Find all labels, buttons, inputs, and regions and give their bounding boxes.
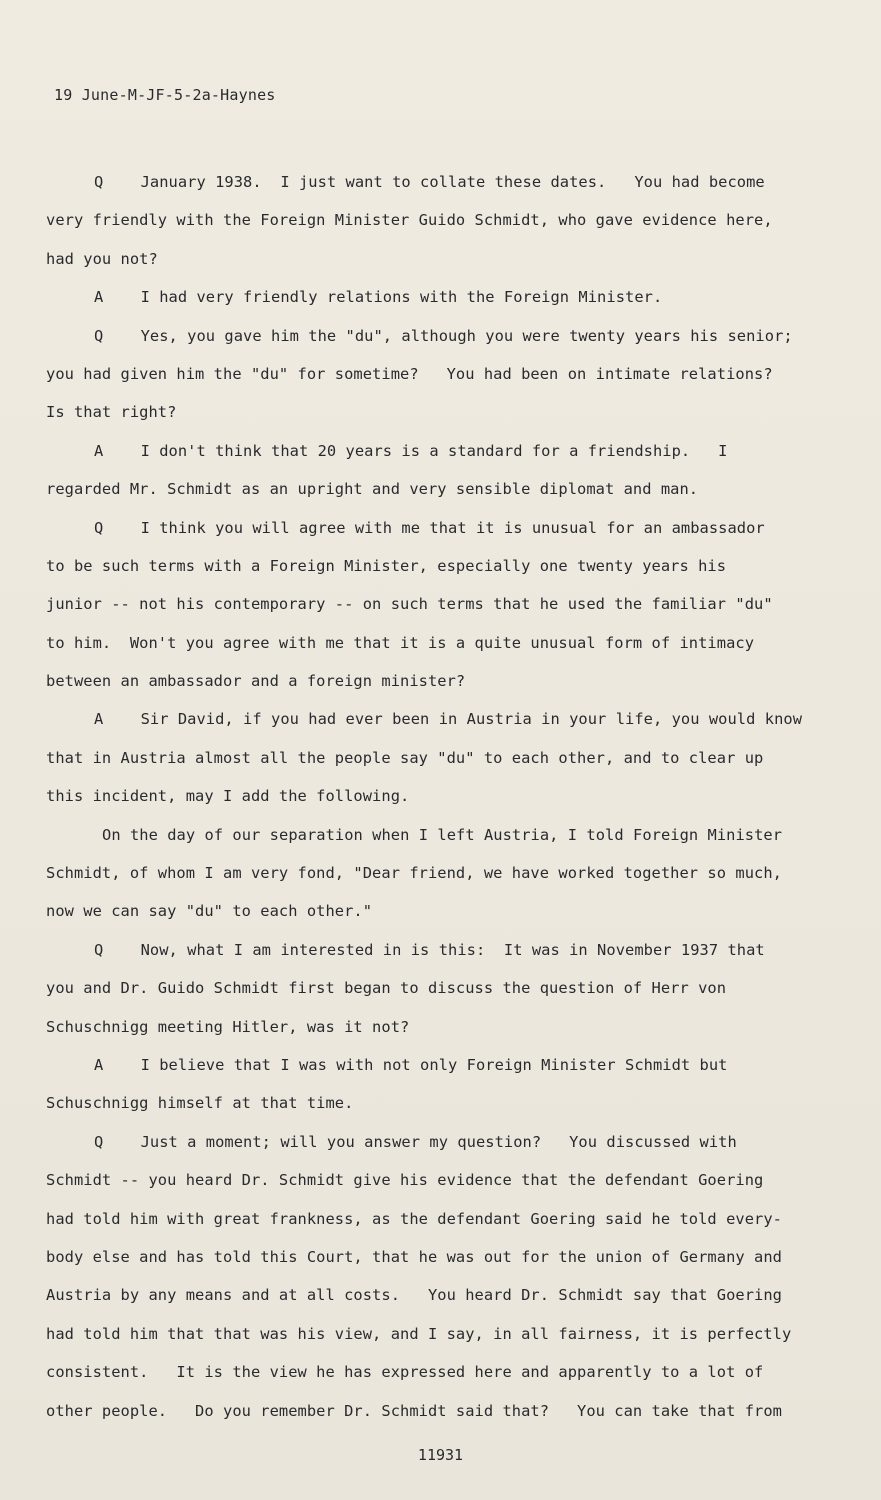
text-line: Q Now, what I am interested in is this: It was in November 1937 that: [94, 940, 765, 959]
paragraph-a4: [46, 1046, 836, 1123]
text-line: body else and has told this Court, that he was out for the union of Germany and: [46, 1247, 782, 1266]
text-line: Q January 1938. I just want to collate these dates. You had become: [94, 173, 765, 191]
text-line: this incident, may I add the following.: [46, 787, 410, 806]
text-line: very friendly with the Foreign Minister Guido Schmidt, who gave evidence here,: [46, 211, 773, 230]
paragraph-q1: [46, 163, 836, 278]
text-line: regarded Mr. Schmidt as an upright and very sensible diplomat and man.: [46, 480, 699, 499]
text-line: you and Dr. Guido Schmidt first began to discuss the question of Herr von: [46, 979, 727, 998]
paragraph-a2: [46, 432, 836, 509]
text-line: had you not?: [46, 249, 158, 268]
paragraph-a3-continued: [46, 816, 836, 931]
paragraph-q4: [46, 931, 836, 1046]
text-line: Schmidt, of whom I am very fond, "Dear friend, we have worked together so much,: [46, 864, 782, 883]
text-line: Austria by any means and at all costs. You heard Dr. Schmidt say that Goering: [46, 1286, 782, 1305]
text-line: had told him with great frankness, as the defendant Goering said he told every-: [46, 1209, 782, 1228]
paragraph-a1: [46, 278, 836, 316]
text-line: consistent. It is the view he has expressed here and apparently to a lot of: [46, 1363, 764, 1382]
text-line: you had given him the "du" for sometime? You had been on intimate relations?: [46, 364, 773, 383]
text-line: to be such terms with a Foreign Minister, especially one twenty years his: [46, 556, 727, 575]
document-header: 19 June-M-JF-5-2a-Haynes: [54, 86, 276, 104]
text-line: to him. Won't you agree with me that it is a quite unusual form of intimacy: [46, 633, 755, 652]
text-line: Q Yes, you gave him the "du", although you were twenty years his senior;: [94, 326, 793, 345]
text-line: A I had very friendly relations with the Foreign Minister.: [94, 288, 663, 307]
text-line: junior -- not his contemporary -- on such terms that he used the familiar "du": [46, 595, 773, 614]
paragraph-q2: [46, 317, 836, 432]
text-line: Schmidt -- you heard Dr. Schmidt give his evidence that the defendant Goering: [46, 1171, 764, 1190]
text-line: between an ambassador and a foreign minister?: [46, 672, 466, 691]
text-line: Schuschnigg himself at that time.: [46, 1094, 354, 1113]
text-line: that in Austria almost all the people say "du" to each other, and to clear up: [46, 748, 764, 767]
text-line: A I believe that I was with not only Foreign Minister Schmidt but: [94, 1055, 728, 1074]
paragraph-q5: [46, 1123, 836, 1430]
transcript-body: [46, 163, 836, 1430]
text-line: other people. Do you remember Dr. Schmidt said that? You can take that from: [46, 1401, 782, 1420]
text-line: Schuschnigg meeting Hitler, was it not?: [46, 1017, 410, 1036]
text-line: On the day of our separation when I left Austria, I told Foreign Minister: [102, 825, 783, 844]
text-line: Q I think you will agree with me that it is unusual for an ambassador: [94, 518, 765, 537]
page-number: 11931: [417, 1446, 464, 1464]
text-line: A Sir David, if you had ever been in Austria in your life, you would know: [94, 710, 803, 729]
paragraph-q3: [46, 509, 836, 701]
text-line: now we can say "du" to each other.": [46, 902, 373, 921]
text-line: Is that right?: [46, 403, 177, 422]
text-line: Q Just a moment; will you answer my question? You discussed with: [94, 1132, 737, 1151]
text-line: had told him that that was his view, and I say, in all fairness, it is perfectly: [46, 1324, 792, 1343]
text-line: A I don't think that 20 years is a standard for a friendship. I: [94, 441, 728, 460]
paragraph-a3: [46, 700, 836, 815]
